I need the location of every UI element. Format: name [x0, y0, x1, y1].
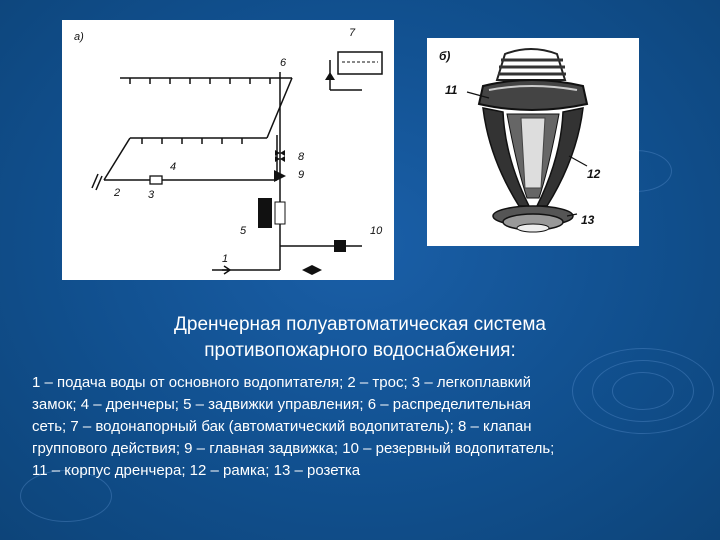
rope-anchor	[92, 174, 102, 190]
callout-13: 13	[581, 213, 595, 227]
callout-8: 8	[298, 151, 305, 163]
callout-5: 5	[240, 225, 247, 237]
drencher-head-figure	[427, 38, 639, 246]
callout-11: 11	[445, 83, 458, 97]
callout-12: 12	[587, 167, 601, 181]
figure-tag-a: а)	[74, 31, 84, 43]
drencher-frame	[483, 108, 583, 206]
drencher-heads	[130, 78, 270, 144]
callout-3: 3	[148, 189, 155, 201]
flow-arrow	[212, 266, 230, 274]
drencher-body	[479, 49, 587, 110]
callout-10: 10	[370, 225, 383, 237]
callout-7: 7	[349, 27, 356, 39]
system-schematic-figure	[62, 20, 394, 280]
callout-9: 9	[298, 169, 305, 181]
distribution-network	[104, 60, 362, 270]
inlet-valve	[302, 265, 322, 275]
caption-title: Дренчерная полуавтоматическая система противопожарного водоснабжения:	[174, 314, 546, 361]
figure-tag-b: б)	[439, 49, 451, 63]
reserve-feeder	[334, 240, 346, 252]
control-valves	[258, 198, 285, 228]
fusible-lock	[150, 176, 162, 184]
callout-4: 4	[170, 161, 177, 173]
water-tank	[338, 52, 382, 74]
callout-6: 6	[280, 57, 287, 69]
drencher-rosette	[493, 206, 573, 232]
caption-legend: 1 – подача воды от основного водопитателя; 2 – трос; 3 – легкоплавкий замок; 4 – дренчеры; 5 – задвижки управления; 6 – распределительная сеть; 7 – водонапорный бак (автоматический водопитатель); 8 – клапан группового действия; 9 – главная задвижка; 10 – резервный водопитатель; 11 – корпус дренчера; 12 – рамка; 13 – розетка	[32, 374, 555, 479]
callout-1: 1	[222, 253, 229, 265]
callout-2: 2	[114, 187, 121, 199]
system-schematic-drawing	[62, 20, 394, 280]
tank-valve	[325, 72, 335, 80]
drencher-head-drawing	[427, 38, 639, 246]
